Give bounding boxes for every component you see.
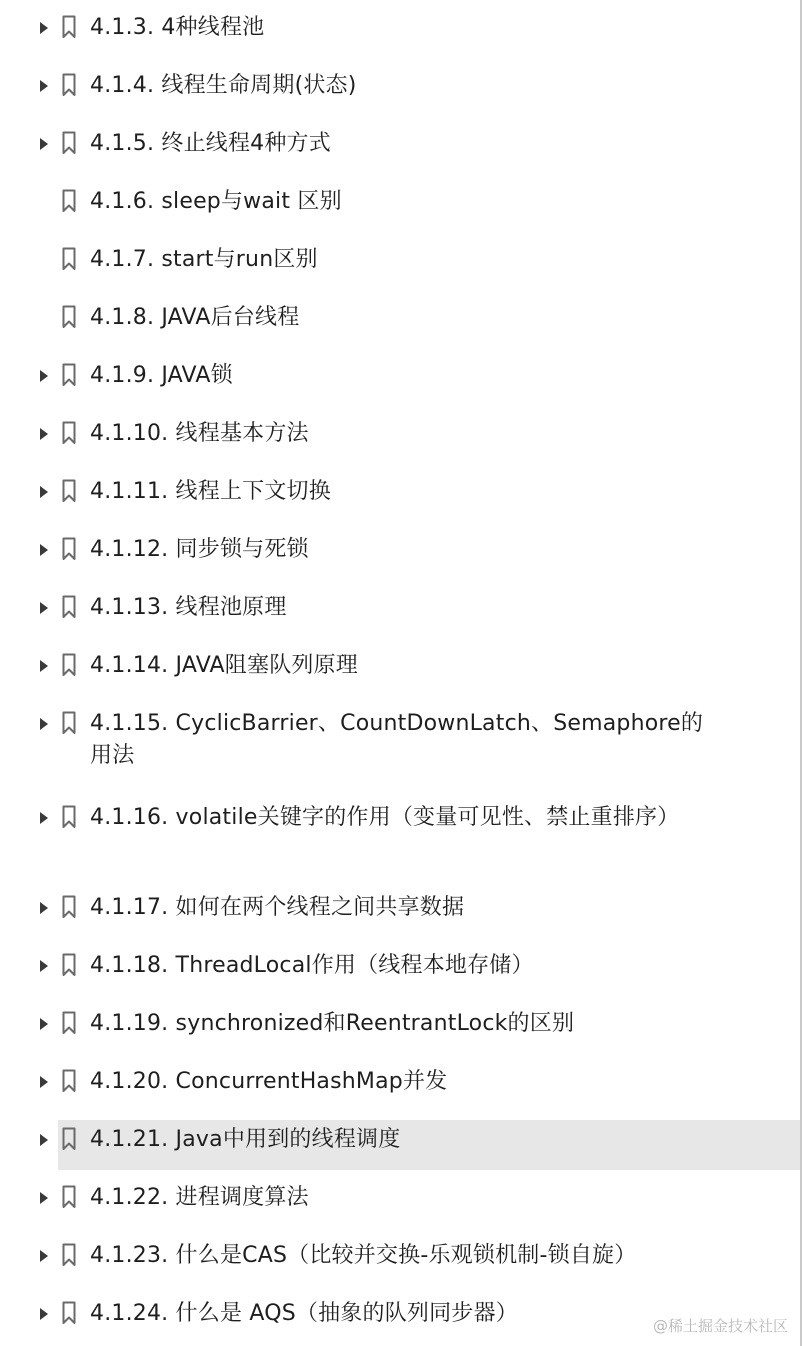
expand-chevron-icon[interactable]: [40, 1192, 48, 1204]
expand-chevron-icon[interactable]: [40, 1076, 48, 1088]
outline-item-label[interactable]: 4.1.20. ConcurrentHashMap并发: [90, 1069, 448, 1094]
bookmark-icon: [62, 953, 76, 977]
outline-item-label[interactable]: 4.1.11. 线程上下文切换: [90, 479, 331, 504]
outline-item-label[interactable]: 4.1.19. synchronized和ReentrantLock的区别: [90, 1011, 575, 1036]
bookmark-icon: [62, 305, 76, 329]
outline-item-label[interactable]: 4.1.8. JAVA后台线程: [90, 305, 300, 330]
outline-item-label[interactable]: 4.1.18. ThreadLocal作用（线程本地存储）: [90, 953, 534, 978]
outline-item[interactable]: [0, 650, 800, 690]
outline-item[interactable]: [0, 186, 800, 226]
expand-chevron-icon[interactable]: [40, 660, 48, 672]
expand-chevron-icon[interactable]: [40, 1308, 48, 1320]
outline-item[interactable]: [0, 70, 800, 110]
expand-chevron-icon[interactable]: [40, 138, 48, 150]
expand-chevron-icon[interactable]: [40, 80, 48, 92]
outline-item-label[interactable]: 4.1.7. start与run区别: [90, 247, 318, 272]
outline-item[interactable]: [0, 892, 800, 932]
outline-item[interactable]: [0, 802, 800, 842]
bookmark-icon: [62, 479, 76, 503]
outline-item[interactable]: [0, 1240, 800, 1280]
expand-chevron-icon[interactable]: [40, 486, 48, 498]
expand-chevron-icon[interactable]: [40, 544, 48, 556]
expand-chevron-icon[interactable]: [40, 960, 48, 972]
outline-item-label[interactable]: 4.1.13. 线程池原理: [90, 595, 287, 620]
bookmark-icon: [62, 595, 76, 619]
expand-chevron-icon[interactable]: [40, 602, 48, 614]
watermark: @稀土掘金技术社区: [652, 1317, 788, 1335]
outline-item[interactable]: [0, 1066, 800, 1106]
expand-chevron-icon[interactable]: [40, 370, 48, 382]
bookmark-icon: [62, 421, 76, 445]
outline-item[interactable]: [0, 244, 800, 284]
outline-item[interactable]: [0, 1124, 800, 1164]
bookmark-icon: [62, 537, 76, 561]
outline-item[interactable]: [0, 302, 800, 342]
outline-item[interactable]: [0, 534, 800, 574]
outline-item[interactable]: [0, 12, 800, 52]
outline-item[interactable]: [0, 592, 800, 632]
bookmark-icon: [62, 805, 76, 829]
expand-chevron-icon[interactable]: [40, 718, 48, 730]
outline-item[interactable]: [0, 360, 800, 400]
outline-item[interactable]: [0, 708, 800, 768]
outline-item[interactable]: [0, 1182, 800, 1222]
outline-item[interactable]: [0, 950, 800, 990]
outline-item-label[interactable]: 4.1.15. CyclicBarrier、CountDownLatch、Semaphore的用法: [90, 711, 704, 768]
outline-item-label[interactable]: 4.1.14. JAVA阻塞队列原理: [90, 653, 358, 678]
expand-chevron-icon[interactable]: [40, 1250, 48, 1262]
bookmark-icon: [62, 189, 76, 213]
expand-chevron-icon[interactable]: [40, 902, 48, 914]
expand-chevron-icon[interactable]: [40, 1134, 48, 1146]
expand-chevron-icon[interactable]: [40, 428, 48, 440]
bookmark-icon: [62, 1185, 76, 1209]
outline-item-label[interactable]: 4.1.16. volatile关键字的作用（变量可见性、禁止重排序）: [90, 805, 680, 830]
bookmark-icon: [62, 653, 76, 677]
outline-item-label[interactable]: 4.1.17. 如何在两个线程之间共享数据: [90, 895, 465, 920]
outline-item-label[interactable]: 4.1.4. 线程生命周期(状态): [90, 73, 357, 98]
outline-item-label[interactable]: 4.1.22. 进程调度算法: [90, 1185, 309, 1210]
outline-item-label[interactable]: 4.1.12. 同步锁与死锁: [90, 537, 309, 562]
bookmark-icon: [62, 1243, 76, 1267]
bookmark-icon: [62, 1127, 76, 1151]
outline-item-label[interactable]: 4.1.24. 什么是 AQS（抽象的队列同步器）: [90, 1301, 518, 1326]
bookmark-icon: [62, 131, 76, 155]
outline-item[interactable]: [0, 476, 800, 516]
bookmark-icon: [62, 363, 76, 387]
outline-item[interactable]: [0, 1008, 800, 1048]
bookmark-icon: [62, 15, 76, 39]
expand-chevron-icon[interactable]: [40, 22, 48, 34]
outline-item[interactable]: [0, 418, 800, 458]
bookmark-icon: [62, 1069, 76, 1093]
outline-item-label[interactable]: 4.1.9. JAVA锁: [90, 363, 233, 388]
bookmark-icon: [62, 73, 76, 97]
bookmark-icon: [62, 247, 76, 271]
bookmark-icon: [62, 711, 76, 735]
bookmark-icon: [62, 895, 76, 919]
outline-item-label[interactable]: 4.1.21. Java中用到的线程调度: [90, 1127, 401, 1152]
expand-chevron-icon[interactable]: [40, 812, 48, 824]
outline-item-label[interactable]: 4.1.3. 4种线程池: [90, 15, 265, 40]
outline-item-label[interactable]: 4.1.5. 终止线程4种方式: [90, 131, 331, 156]
outline-item-label[interactable]: 4.1.6. sleep与wait 区别: [90, 189, 342, 214]
outline-item-label[interactable]: 4.1.23. 什么是CAS（比较并交换-乐观锁机制-锁自旋）: [90, 1243, 637, 1268]
expand-chevron-icon[interactable]: [40, 1018, 48, 1030]
outline-item-label[interactable]: 4.1.10. 线程基本方法: [90, 421, 309, 446]
bookmark-icon: [62, 1011, 76, 1035]
bookmark-icon: [62, 1301, 76, 1325]
outline-item[interactable]: [0, 128, 800, 168]
